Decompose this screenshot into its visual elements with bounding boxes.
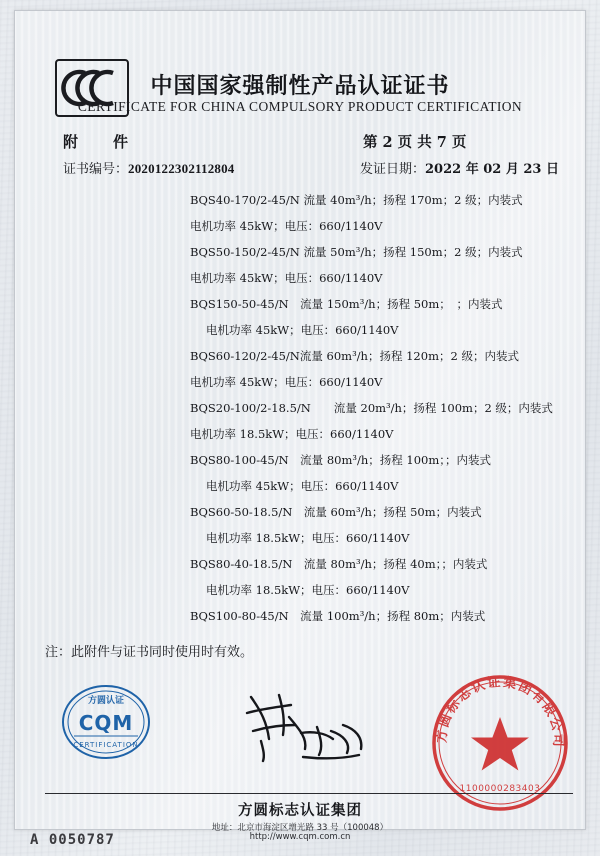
certificate-number-value: 2020122302112804	[128, 161, 235, 176]
svg-text:方圆认证: 方圆认证	[87, 696, 125, 706]
official-seal	[430, 673, 570, 813]
svg-text:1100000283403: 1100000283403	[459, 784, 541, 794]
attachment-label: 附 件	[63, 133, 139, 151]
cqm-mark-icon	[60, 683, 152, 761]
list-item: 电机功率 45kW；电压：660/1140V	[190, 271, 383, 285]
list-item: 电机功率 45kW；电压：660/1140V	[206, 323, 399, 337]
organization-website[interactable]: http://www.cqm.com.cn	[249, 832, 351, 842]
svg-text:CERTIFICATION: CERTIFICATION	[73, 741, 139, 749]
footer-divider	[45, 793, 573, 794]
list-item: BQS40-170/2-45/N 流量 40m³/h；扬程 170m；2 级；内装式	[190, 193, 523, 207]
list-item: BQS80-40-18.5/N 流量 80m³/h；扬程 40m；；内装式	[190, 557, 488, 571]
list-item: 电机功率 18.5kW；电压：660/1140V	[206, 583, 410, 597]
issue-date	[360, 158, 559, 177]
list-item: 电机功率 45kW；电压：660/1140V	[190, 375, 383, 389]
list-item: 电机功率 45kW；电压：660/1140V	[190, 219, 383, 233]
serial-number: A 0050787	[30, 832, 115, 848]
issue-date-label: 发证日期：	[360, 162, 426, 177]
certificate-number	[63, 158, 235, 177]
list-item: BQS150-50-45/N 流量 150m³/h；扬程 50m； ；内装式	[190, 297, 503, 311]
page-title-cn: 中国国家强制性产品认证证书	[150, 73, 450, 99]
list-item: BQS60-120/2-45/N流量 60m³/h；扬程 120m；2 级；内装式	[190, 349, 519, 363]
list-item: 电机功率 18.5kW；电压：660/1140V	[190, 427, 394, 441]
list-item: 电机功率 45kW；电压：660/1140V	[206, 479, 399, 493]
list-item: BQS60-50-18.5/N 流量 60m³/h；扬程 50m；内装式	[190, 505, 482, 519]
validity-note: 注：此附件与证书同时使用时有效。	[45, 645, 254, 660]
svg-text:CQM: CQM	[78, 711, 134, 735]
signature	[243, 687, 373, 769]
list-item: BQS50-150/2-45/N 流量 50m³/h；扬程 150m；2 级；内装式	[190, 245, 523, 259]
issue-date-value: 2022 年 02 月 23 日	[425, 162, 560, 177]
list-item: BQS100-80-45/N 流量 100m³/h；扬程 80m；内装式	[190, 609, 486, 623]
svg-text:方圆标志认证集团有限公司: 方圆标志认证集团有限公司	[434, 675, 566, 749]
list-item: BQS80-100-45/N 流量 80m³/h；扬程 100m；；内装式	[190, 453, 492, 467]
list-item: BQS20-100/2-18.5/N 流量 20m³/h；扬程 100m；2 级；内装式	[190, 401, 553, 415]
organization-address: 地址：北京市海淀区增光路 33 号（100048）	[211, 823, 389, 833]
page-title-en: CERTIFICATE FOR CHINA COMPULSORY PRODUCT CERTIFICATION	[77, 99, 523, 114]
certificate-number-label: 证书编号：	[63, 162, 129, 177]
list-item: 电机功率 18.5kW；电压：660/1140V	[206, 531, 410, 545]
organization-name: 方圆标志认证集团	[238, 802, 362, 819]
specification-list	[190, 187, 570, 629]
page-number: 第 2 页 共 7 页	[363, 134, 467, 151]
